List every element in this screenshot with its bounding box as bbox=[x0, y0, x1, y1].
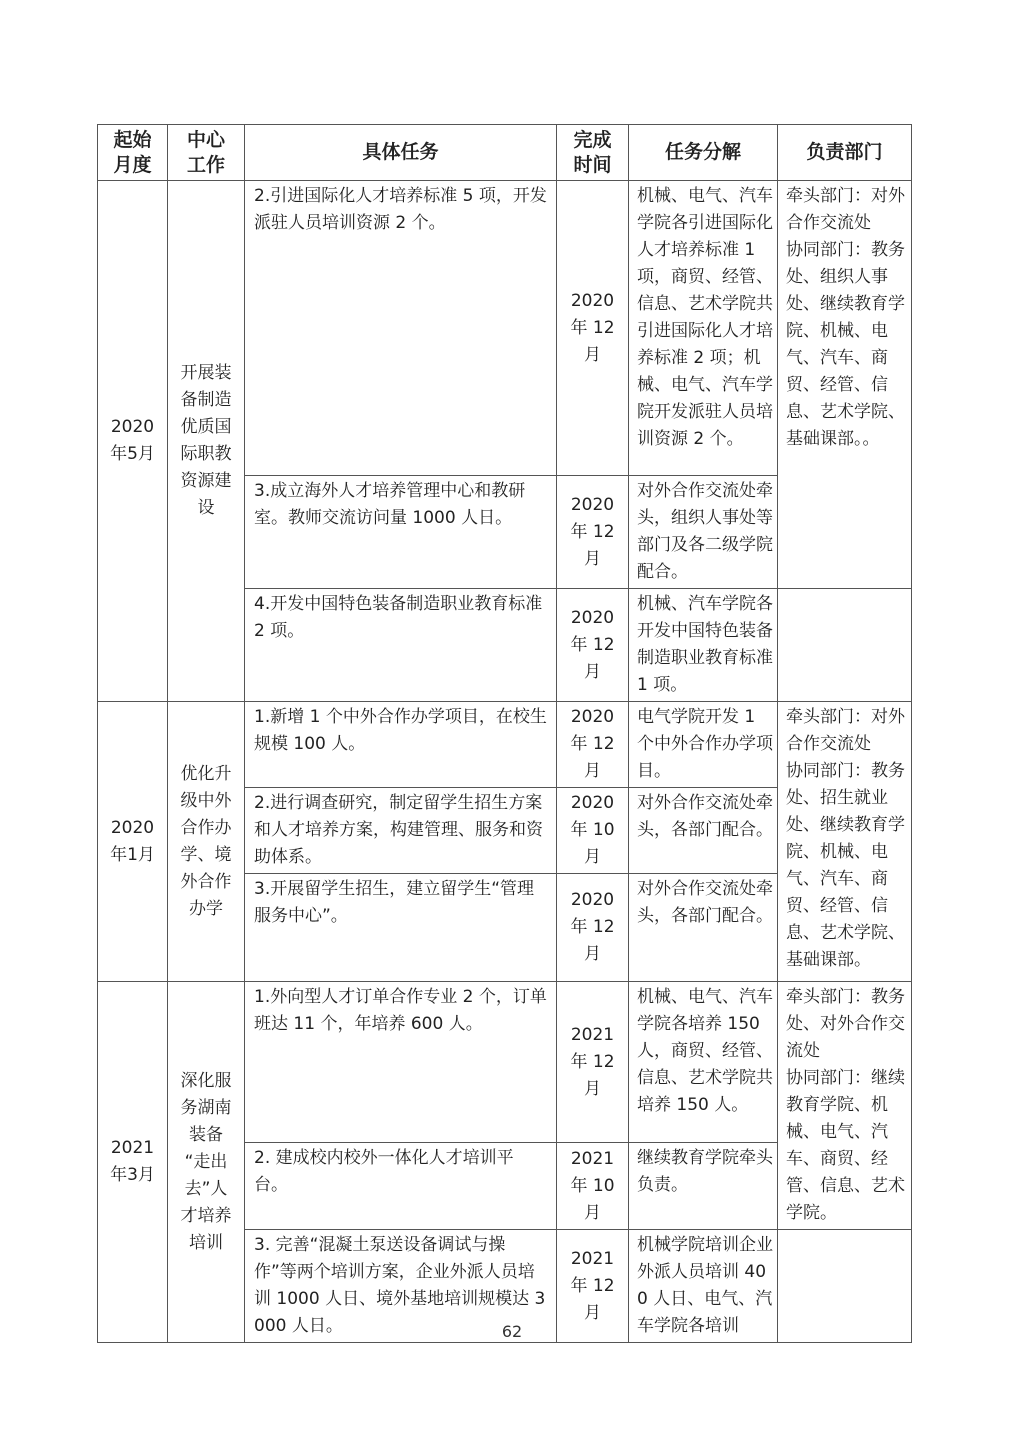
task-table bbox=[97, 124, 912, 1343]
header-department: 负责部门 bbox=[778, 125, 912, 181]
deadline-cell: 2020 年 12 月 bbox=[557, 702, 629, 788]
center-work-cell: 深化服 务湖南 装备 “走出 去”人 才培养 培训 bbox=[168, 982, 245, 1343]
page-number: 62 bbox=[501, 1322, 523, 1341]
deadline-cell: 2020 年 10 月 bbox=[557, 788, 629, 874]
task-cell: 3. 完善“混凝土泵送设备调试与操作”等两个培训方案，企业外派人员培训 1000 人日、境外基地培训规模达 3000 人日。 bbox=[245, 1230, 557, 1343]
center-work-cell: 优化升 级中外 合作办 学、境 外合作 办学 bbox=[168, 702, 245, 982]
task-cell: 1.外向型人才订单合作专业 2 个，订单班达 11 个，年培养 600 人。 bbox=[245, 982, 557, 1143]
task-cell: 4.开发中国特色装备制造职业教育标准 2 项。 bbox=[245, 589, 557, 702]
table-row bbox=[98, 702, 912, 788]
start-month-cell: 2020 年1月 bbox=[98, 702, 168, 982]
table-header-row bbox=[98, 125, 912, 181]
header-task: 具体任务 bbox=[245, 125, 557, 181]
table-row bbox=[98, 982, 912, 1143]
deadline-cell: 2021 年 12 月 bbox=[557, 1230, 629, 1343]
start-month-cell: 2020 年5月 bbox=[98, 181, 168, 702]
department-cell: 牵头部门：教务处、对外合作交流处 协同部门：继续教育学院、机械、电气、汽车、商贸、经管、信息、艺术学院。 bbox=[778, 982, 912, 1230]
center-work-cell: 开展装 备制造 优质国 际职教 资源建 设 bbox=[168, 181, 245, 702]
header-breakdown: 任务分解 bbox=[629, 125, 778, 181]
breakdown-cell: 对外合作交流处牵头，各部门配合。 bbox=[629, 874, 778, 982]
department-cell: 牵头部门：对外合作交流处 协同部门：教务处、组织人事处、继续教育学院、机械、电气、汽车、商贸、经管、信息、艺术学院、基础课部。。 bbox=[778, 181, 912, 589]
document-page bbox=[97, 124, 913, 1343]
breakdown-cell: 机械学院培训企业外派人员培训 400 人日、电气、汽车学院各培训 bbox=[629, 1230, 778, 1343]
start-month-cell: 2021 年3月 bbox=[98, 982, 168, 1343]
deadline-cell: 2020 年 12 月 bbox=[557, 476, 629, 589]
department-cell-blank bbox=[778, 589, 912, 702]
header-start-month: 起始 月度 bbox=[98, 125, 168, 181]
breakdown-cell: 机械、电气、汽车学院各引进国际化人才培养标准 1 项，商贸、经管、信息、艺术学院共引进国际化人才培养标准 2 项；机械、电气、汽车学院开发派驻人员培训资源 2 个。 bbox=[629, 181, 778, 476]
breakdown-cell: 机械、汽车学院各开发中国特色装备制造职业教育标准 1 项。 bbox=[629, 589, 778, 702]
deadline-cell: 2021 年 12 月 bbox=[557, 982, 629, 1143]
breakdown-cell: 机械、电气、汽车学院各培养 150 人，商贸、经管、信息、艺术学院共培养 150 人。 bbox=[629, 982, 778, 1143]
task-cell: 2.引进国际化人才培养标准 5 项，开发派驻人员培训资源 2 个。 bbox=[245, 181, 557, 476]
breakdown-cell: 电气学院开发 1 个中外合作办学项目。 bbox=[629, 702, 778, 788]
task-cell: 2.进行调查研究，制定留学生招生方案和人才培养方案，构建管理、服务和资助体系。 bbox=[245, 788, 557, 874]
breakdown-cell: 继续教育学院牵头负责。 bbox=[629, 1143, 778, 1230]
task-cell: 2. 建成校内校外一体化人才培训平台。 bbox=[245, 1143, 557, 1230]
task-cell: 3.成立海外人才培养管理中心和教研室。教师交流访问量 1000 人日。 bbox=[245, 476, 557, 589]
breakdown-cell: 对外合作交流处牵头，各部门配合。 bbox=[629, 788, 778, 874]
task-cell: 3.开展留学生招生，建立留学生“管理服务中心”。 bbox=[245, 874, 557, 982]
deadline-cell: 2020 年 12 月 bbox=[557, 874, 629, 982]
deadline-cell: 2021 年 10 月 bbox=[557, 1143, 629, 1230]
header-deadline: 完成 时间 bbox=[557, 125, 629, 181]
table-row bbox=[98, 181, 912, 476]
header-center-work: 中心 工作 bbox=[168, 125, 245, 181]
department-cell: 牵头部门：对外合作交流处 协同部门：教务处、招生就业处、继续教育学院、机械、电气、汽车、商贸、经管、信息、艺术学院、基础课部。 bbox=[778, 702, 912, 982]
deadline-cell: 2020 年 12 月 bbox=[557, 589, 629, 702]
task-cell: 1.新增 1 个中外合作办学项目，在校生规模 100 人。 bbox=[245, 702, 557, 788]
breakdown-cell: 对外合作交流处牵头，组织人事处等部门及各二级学院配合。 bbox=[629, 476, 778, 589]
deadline-cell: 2020 年 12 月 bbox=[557, 181, 629, 476]
